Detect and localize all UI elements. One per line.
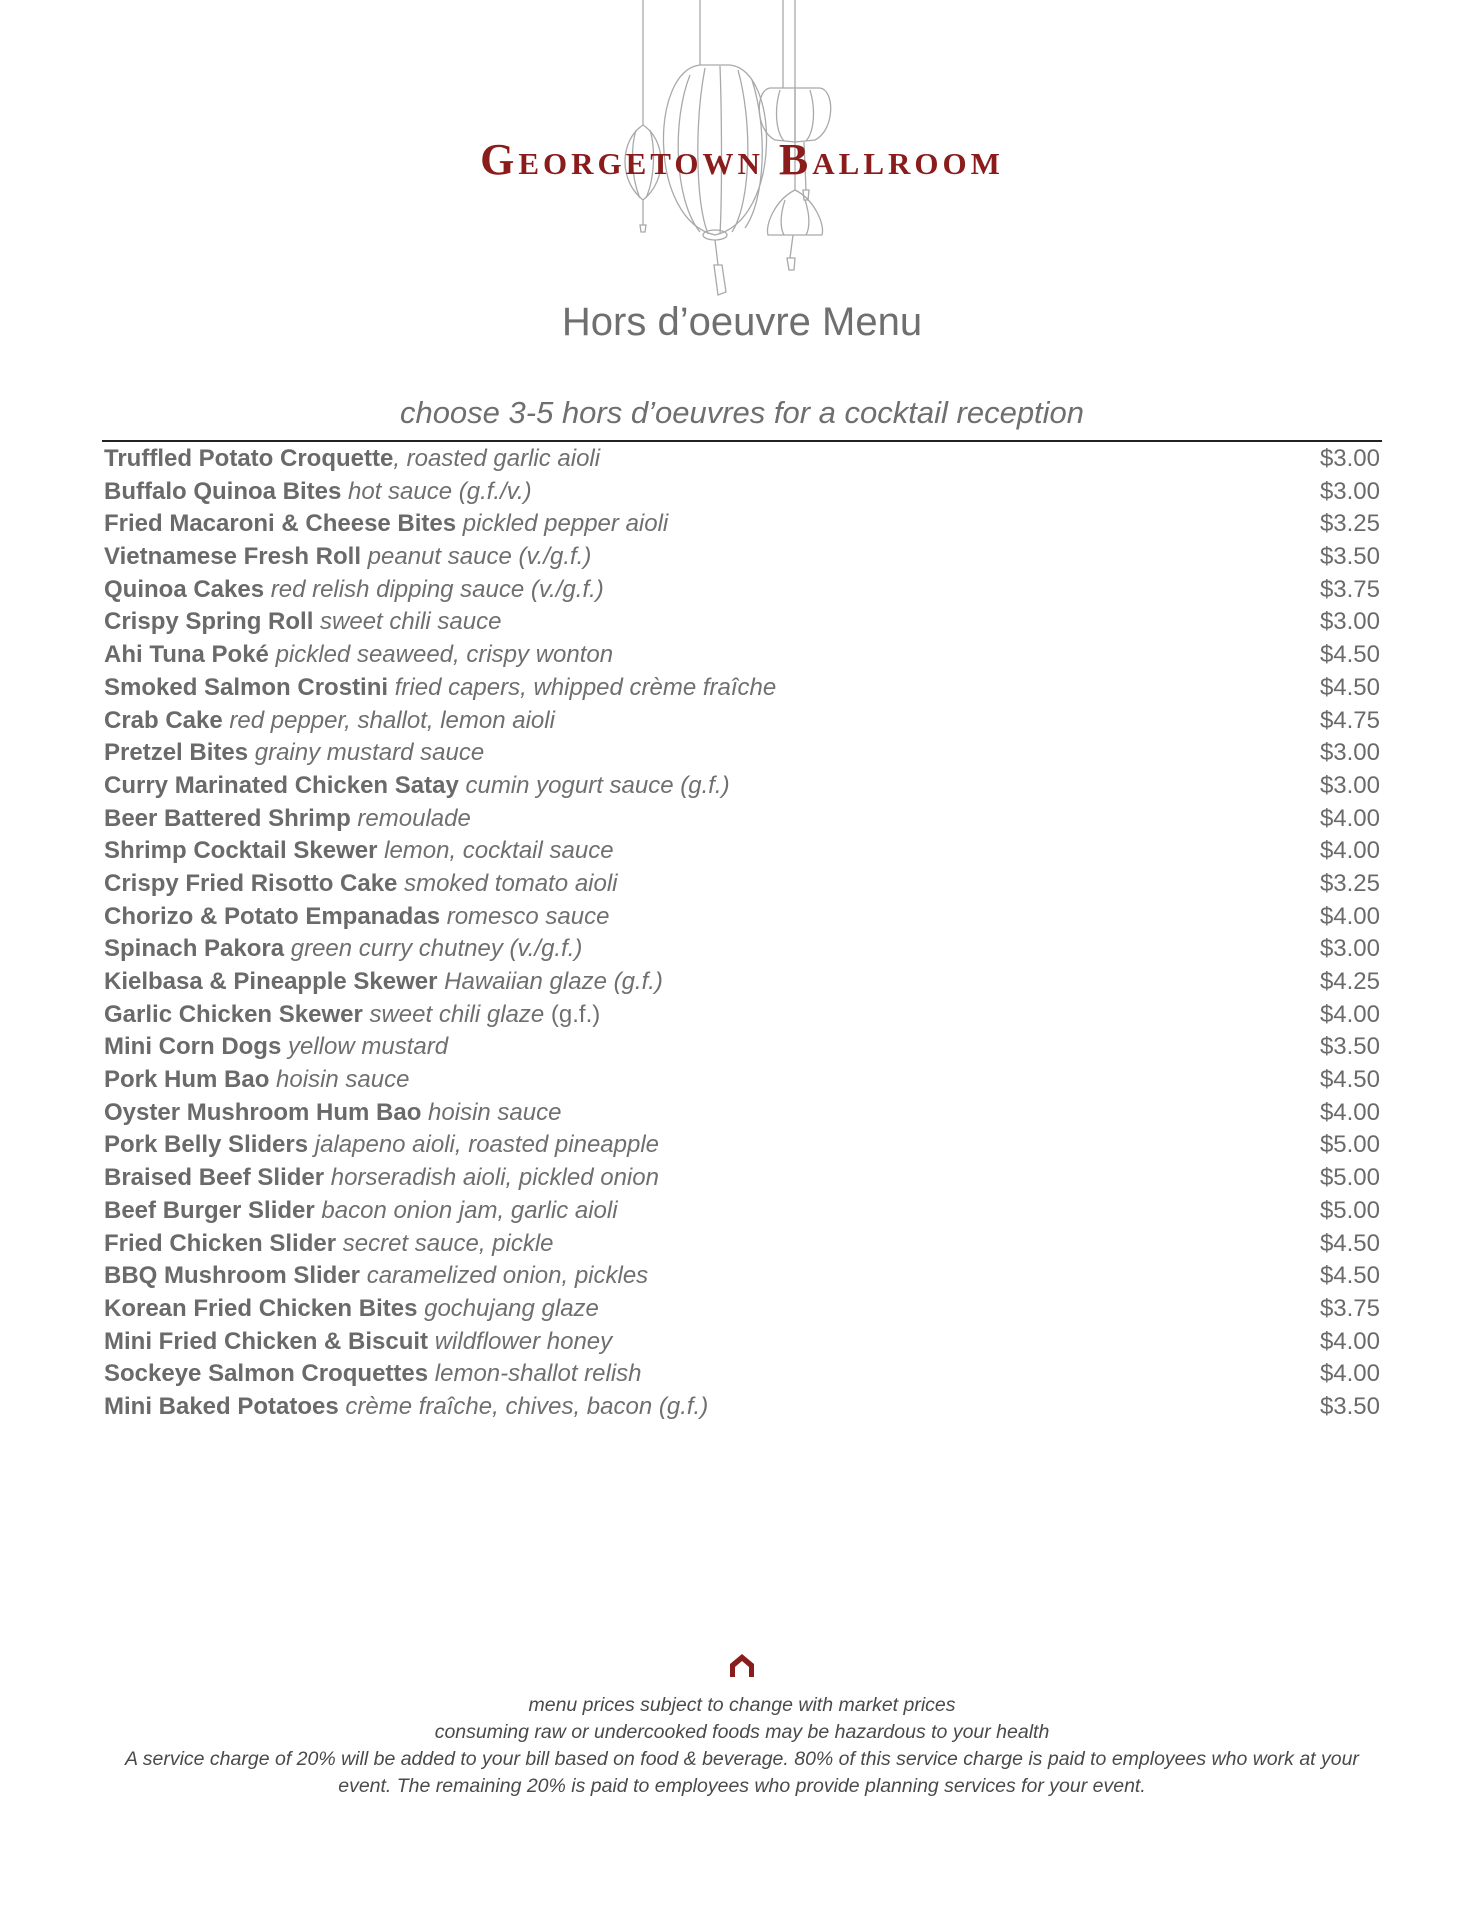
menu-item-name: Fried Macaroni & Cheese Bites xyxy=(104,510,457,538)
menu-item xyxy=(104,705,1380,738)
menu-item-price: $3.25 xyxy=(1319,869,1380,897)
menu-item-name: Ahi Tuna Poké xyxy=(104,641,269,669)
menu-item-name: Fried Chicken Slider xyxy=(104,1229,337,1257)
menu-item-text xyxy=(104,606,501,639)
menu-item-text xyxy=(104,1260,648,1293)
house-logo-icon xyxy=(727,1650,757,1685)
menu-item-price: $4.00 xyxy=(1319,1360,1380,1388)
menu-item-name: Crispy Spring Roll xyxy=(104,608,314,636)
menu-item-text xyxy=(104,443,600,476)
menu-item xyxy=(104,1064,1380,1097)
menu-item-description: pickled seaweed, crispy wonton xyxy=(268,641,614,669)
menu-item-price: $4.00 xyxy=(1319,804,1380,832)
menu-item xyxy=(104,1031,1380,1064)
menu-item-price: $3.75 xyxy=(1319,1294,1380,1322)
menu-item-name: Mini Corn Dogs xyxy=(104,1033,282,1061)
menu-item-description: , roasted garlic aioli xyxy=(393,445,601,472)
menu-item-description: cumin yogurt sauce (g.f.) xyxy=(458,771,730,799)
menu-item-price: $5.00 xyxy=(1319,1131,1380,1159)
menu-item-description: crème fraîche, chives, bacon (g.f.) xyxy=(338,1392,709,1420)
menu-item-price: $4.50 xyxy=(1319,641,1380,669)
menu-item-name: Oyster Mushroom Hum Bao xyxy=(104,1098,422,1126)
menu-item-name: Chorizo & Potato Empanadas xyxy=(104,902,441,930)
menu-item xyxy=(104,476,1380,509)
menu-item xyxy=(104,443,1380,476)
divider xyxy=(102,440,1382,442)
menu-item-name: Buffalo Quinoa Bites xyxy=(104,477,342,505)
menu-item-name: Crispy Fried Risotto Cake xyxy=(104,869,398,897)
page-subtitle: choose 3-5 hors d’oeuvres for a cocktail reception xyxy=(399,395,1085,430)
menu-item-name: Curry Marinated Chicken Satay xyxy=(104,771,459,799)
menu-item xyxy=(104,1162,1380,1195)
brand-name: Georgetown Ballroom xyxy=(480,135,1004,184)
menu-item-price: $4.00 xyxy=(1319,1098,1380,1126)
menu-item-note: (g.f.) xyxy=(544,1000,601,1028)
menu-item xyxy=(104,999,1380,1032)
menu-item-text xyxy=(104,966,663,999)
menu-item-description: sweet chili glaze xyxy=(362,1000,545,1028)
menu-item-description: hoisin sauce xyxy=(421,1098,562,1126)
menu-item-price: $4.50 xyxy=(1319,1066,1380,1094)
menu-item xyxy=(104,1260,1380,1293)
menu-item xyxy=(104,868,1380,901)
menu-item xyxy=(104,1228,1380,1261)
menu-item xyxy=(104,1358,1380,1391)
menu-item-description: hoisin sauce xyxy=(269,1066,410,1094)
menu-item-name: Mini Fried Chicken & Biscuit xyxy=(104,1327,429,1355)
menu-item-text xyxy=(104,1031,448,1064)
menu-item xyxy=(104,574,1380,607)
menu-item xyxy=(104,1195,1380,1228)
menu-item-text xyxy=(104,999,600,1032)
menu-item-name: Beer Battered Shrimp xyxy=(104,804,351,832)
menu-item-name: Shrimp Cocktail Skewer xyxy=(104,837,378,865)
menu-item-name: BBQ Mushroom Slider xyxy=(104,1262,361,1290)
menu-item-description: jalapeno aioli, roasted pineapple xyxy=(308,1131,660,1159)
menu-item-description: romesco sauce xyxy=(440,902,610,930)
menu-item-price: $3.75 xyxy=(1319,575,1380,603)
menu-item-price: $4.00 xyxy=(1319,1327,1380,1355)
menu-item xyxy=(104,803,1380,836)
menu-item xyxy=(104,770,1380,803)
menu-item-text xyxy=(104,1358,642,1391)
menu-item-description: horseradish aioli, pickled onion xyxy=(324,1164,659,1192)
menu-item-description: smoked tomato aioli xyxy=(397,869,618,897)
menu-item-text xyxy=(104,1162,659,1195)
menu-item-price: $3.00 xyxy=(1319,445,1380,472)
menu-item-name: Smoked Salmon Crostini xyxy=(104,673,389,701)
footer-notes xyxy=(100,1692,1384,1800)
menu-item-price: $5.00 xyxy=(1319,1164,1380,1192)
menu-item-price: $3.00 xyxy=(1319,477,1380,505)
menu-item xyxy=(104,1326,1380,1359)
menu-item-description: gochujang glaze xyxy=(417,1294,599,1322)
menu-item xyxy=(104,606,1380,639)
menu-item-text xyxy=(104,1129,659,1162)
menu-item-description: Hawaiian glaze (g.f.) xyxy=(437,968,663,995)
menu-item-text xyxy=(104,1293,599,1326)
menu-item xyxy=(104,639,1380,672)
menu-item-description: grainy mustard sauce xyxy=(248,739,485,767)
menu-item-text xyxy=(104,770,730,803)
menu-item-text xyxy=(104,1097,561,1130)
menu-item xyxy=(104,933,1380,966)
menu-item-text xyxy=(104,508,668,541)
menu-item-name: Spinach Pakora xyxy=(104,935,285,963)
footer-line-health: consuming raw or undercooked foods may be hazardous to your health xyxy=(434,1721,1050,1743)
menu-item-price: $4.75 xyxy=(1319,706,1380,734)
menu-item-price: $4.00 xyxy=(1319,902,1380,930)
menu-item-price: $3.00 xyxy=(1319,608,1380,636)
menu-item-text xyxy=(104,639,613,672)
menu-item-text xyxy=(104,1391,708,1424)
menu-item-price: $3.50 xyxy=(1319,1033,1380,1061)
menu-item xyxy=(104,835,1380,868)
menu-item-price: $3.25 xyxy=(1319,510,1380,538)
menu-item-text xyxy=(104,1195,618,1228)
menu-item-description: secret sauce, pickle xyxy=(336,1229,554,1257)
menu-item-price: $5.00 xyxy=(1319,1196,1380,1224)
menu-item-description: bacon onion jam, garlic aioli xyxy=(314,1196,618,1224)
menu-item xyxy=(104,1293,1380,1326)
menu-item-description: wildflower honey xyxy=(428,1327,613,1355)
menu-item-price: $3.00 xyxy=(1319,771,1380,799)
menu-item-name: Pork Belly Sliders xyxy=(104,1131,309,1159)
menu-item xyxy=(104,737,1380,770)
menu-item xyxy=(104,508,1380,541)
menu-item-description: peanut sauce (v./g.f.) xyxy=(361,543,592,571)
menu-item-text xyxy=(104,1228,554,1261)
menu-item xyxy=(104,966,1380,999)
menu-item-name: Truffled Potato Croquette xyxy=(104,445,394,472)
menu-item-price: $3.00 xyxy=(1319,739,1380,767)
menu-item-name: Quinoa Cakes xyxy=(104,575,265,603)
menu-item-description: red pepper, shallot, lemon aioli xyxy=(222,706,555,734)
menu-item-description: sweet chili sauce xyxy=(313,608,502,636)
menu-item-price: $4.50 xyxy=(1319,1229,1380,1257)
menu-item-description: green curry chutney (v./g.f.) xyxy=(284,935,583,963)
menu-item xyxy=(104,1129,1380,1162)
menu-item-description: lemon, cocktail sauce xyxy=(377,837,614,865)
menu-item-text xyxy=(104,476,532,509)
menu-item-description: fried capers, whipped crème fraîche xyxy=(388,673,777,701)
menu-item-name: Braised Beef Slider xyxy=(104,1164,325,1192)
page-title: Hors d’oeuvre Menu xyxy=(561,300,923,344)
menu-item-price: $3.50 xyxy=(1319,1392,1380,1420)
footer-line-service-charge: A service charge of 20% will be added to your bill based on food & beverage. 80% of this service charge is paid to employees who work at your event. The remaining 20% is paid to employees who provide planning services for your event. xyxy=(125,1748,1359,1797)
menu-item-price: $4.00 xyxy=(1319,837,1380,865)
menu-item-text xyxy=(104,541,591,574)
menu-item-name: Mini Baked Potatoes xyxy=(104,1392,339,1420)
menu-item-name: Pretzel Bites xyxy=(104,739,249,767)
menu-item-text xyxy=(104,1064,409,1097)
menu-item-text xyxy=(104,868,618,901)
menu-item-description: yellow mustard xyxy=(281,1033,449,1061)
menu-item-description: remoulade xyxy=(350,804,471,832)
menu-item-text xyxy=(104,672,776,705)
menu-item-price: $4.00 xyxy=(1319,1000,1380,1028)
menu-list xyxy=(104,443,1380,1424)
menu-item-price: $4.50 xyxy=(1319,673,1380,701)
menu-item-price: $4.50 xyxy=(1319,1262,1380,1290)
menu-item-text xyxy=(104,933,582,966)
menu-item-text xyxy=(104,803,471,836)
menu-item-name: Pork Hum Bao xyxy=(104,1066,270,1094)
menu-item-text xyxy=(104,901,609,934)
menu-item-text xyxy=(104,737,484,770)
footer-line-prices: menu prices subject to change with market prices xyxy=(528,1694,956,1716)
menu-item-name: Beef Burger Slider xyxy=(104,1196,315,1224)
menu-item-description: caramelized onion, pickles xyxy=(360,1262,649,1290)
menu-item-name: Korean Fried Chicken Bites xyxy=(104,1294,418,1322)
menu-item-description: red relish dipping sauce (v./g.f.) xyxy=(264,575,604,603)
menu-item-description: hot sauce (g.f./v.) xyxy=(341,477,532,505)
menu-item-name: Kielbasa & Pineapple Skewer xyxy=(104,968,438,995)
menu-item xyxy=(104,672,1380,705)
menu-item xyxy=(104,1097,1380,1130)
menu-item-description: pickled pepper aioli xyxy=(456,510,669,538)
menu-item-name: Sockeye Salmon Croquettes xyxy=(104,1360,429,1388)
menu-item-name: Crab Cake xyxy=(104,706,223,734)
menu-item xyxy=(104,901,1380,934)
menu-item-price: $4.25 xyxy=(1319,968,1380,995)
menu-item-description: lemon-shallot relish xyxy=(428,1360,642,1388)
menu-item-text xyxy=(104,835,614,868)
menu-item-price: $3.50 xyxy=(1319,543,1380,571)
menu-item xyxy=(104,541,1380,574)
menu-item-name: Vietnamese Fresh Roll xyxy=(104,543,361,571)
menu-item-name: Garlic Chicken Skewer xyxy=(104,1000,363,1028)
header-logo xyxy=(0,0,1484,300)
menu-item-text xyxy=(104,1326,612,1359)
menu-item-price: $3.00 xyxy=(1319,935,1380,963)
menu-item-text xyxy=(104,574,604,607)
menu-item-text xyxy=(104,705,555,738)
menu-item xyxy=(104,1391,1380,1424)
